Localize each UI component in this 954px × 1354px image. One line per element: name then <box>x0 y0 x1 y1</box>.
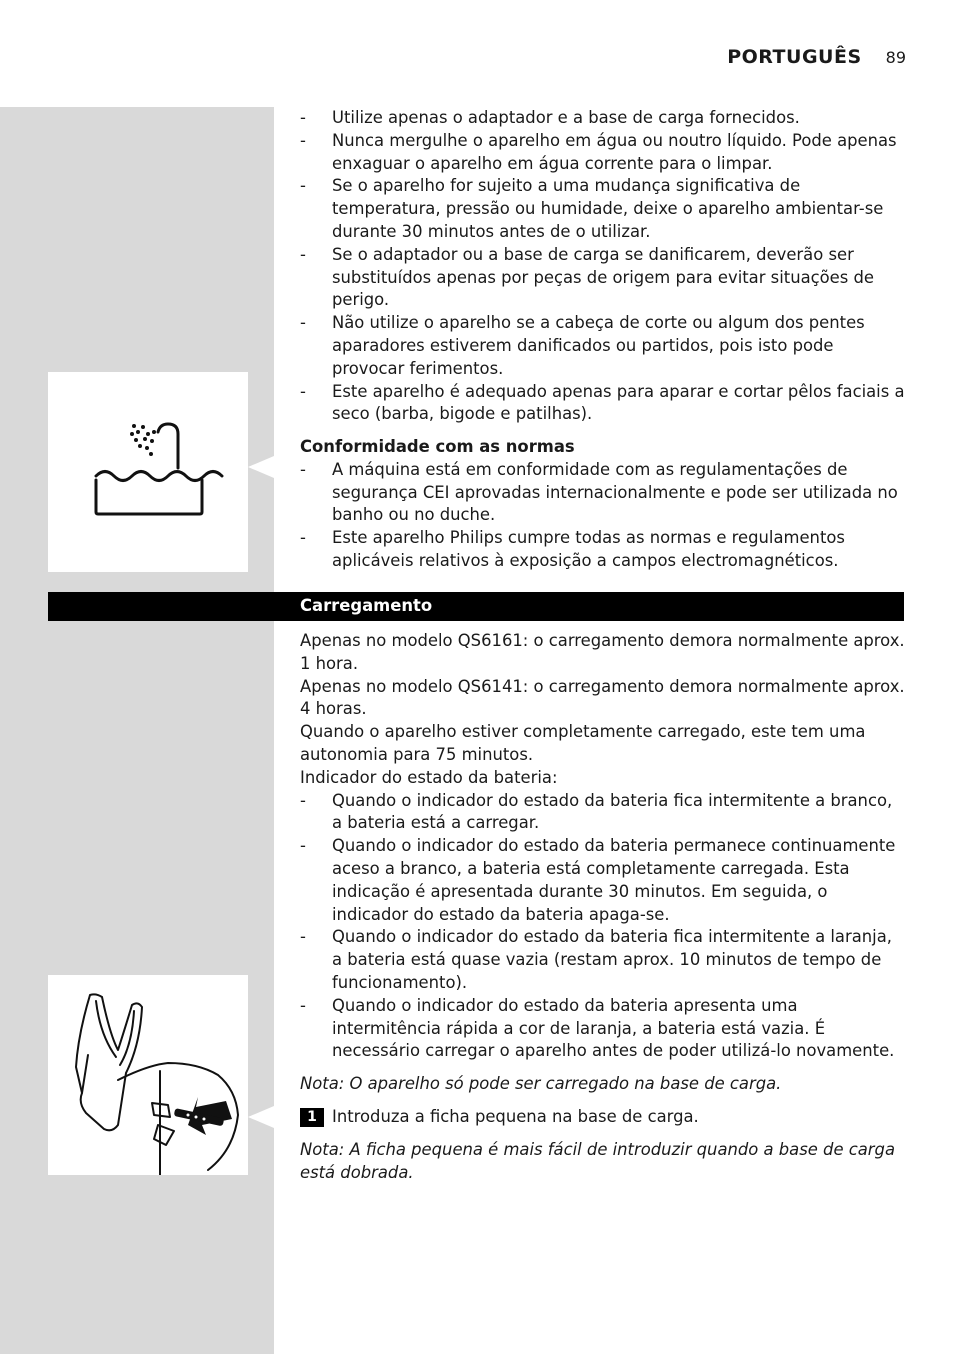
charging-stand-plug-icon <box>48 975 248 1175</box>
page-header <box>727 46 906 68</box>
conformity-list <box>300 459 906 573</box>
charging-paragraph: Apenas no modelo QS6161: o carregamento demora normalmente aprox. 1 hora. <box>300 631 905 673</box>
list-item: - Nunca mergulhe o aparelho em água ou noutro líquido. Pode apenas enxaguar o aparelho em água corrente para o limpar. <box>300 130 897 173</box>
safety-list <box>300 107 906 426</box>
list-item: - Se o adaptador ou a base de carga se danificarem, deverão ser substituídos apenas por peças de origem para evitar situações de perigo. <box>300 244 874 310</box>
section-header-carregamento <box>48 592 904 621</box>
list-item: - Quando o indicador do estado da bateria fica intermitente a branco, a bateria está a carregar. <box>300 790 893 833</box>
shower-water-icon <box>48 372 248 572</box>
note-small-plug: Nota: A ficha pequena é mais fácil de introduzir quando a base de carga está dobrada. <box>300 1139 895 1182</box>
step-1 <box>300 1106 906 1129</box>
callout-pointer <box>248 1106 274 1128</box>
list-item: - Não utilize o aparelho se a cabeça de corte ou algum dos pentes aparadores estiverem danificados ou partidos, pois isto pode provocar ferimentos. <box>300 313 865 378</box>
list-item: - Utilize apenas o adaptador e a base de carga fornecidos. <box>300 108 800 127</box>
list-item: - Se o aparelho for sujeito a uma mudança significativa de temperatura, pressão ou humidade, deixe o aparelho ambientar-se durante 30 minutos antes de o utilizar. <box>300 176 884 241</box>
language-label: PORTUGUÊS <box>727 46 862 68</box>
safety-section <box>300 107 906 426</box>
conformity-heading: Conformidade com as normas <box>300 437 575 456</box>
charging-paragraph: Quando o aparelho estiver completamente carregado, este tem uma autonomia para 75 minutos. <box>300 722 866 764</box>
list-item: - Este aparelho é adequado apenas para aparar e cortar pêlos faciais a seco (barba, bigode e patilhas). <box>300 381 905 424</box>
page-number: 89 <box>885 48 906 67</box>
list-item: - Quando o indicador do estado da bateria apresenta uma intermitência rápida a cor de laranja, a bateria está vazia. É necessário carregar o aparelho antes de poder utilizá-lo novamente. <box>300 995 895 1061</box>
charging-paragraph: Apenas no modelo QS6141: o carregamento demora normalmente aprox. 4 horas. <box>300 676 905 719</box>
shower-illustration <box>48 372 248 572</box>
charging-illustration <box>48 975 248 1175</box>
list-item: - Este aparelho Philips cumpre todas as normas e regulamentos aplicáveis relativos à exposição a campos electromagnéticos. <box>300 528 845 570</box>
step-number-badge: 1 <box>300 1108 324 1127</box>
list-item: - Quando o indicador do estado da bateria fica intermitente a laranja, a bateria está quase vazia (restam aprox. 10 minutos de tempo de funcionamento). <box>300 927 892 992</box>
callout-pointer <box>248 456 274 478</box>
section-title: Carregamento <box>300 596 433 615</box>
conformity-section <box>300 436 906 573</box>
note-charging-base: Nota: O aparelho só pode ser carregado na base de carga. <box>300 1074 782 1094</box>
list-item: - Quando o indicador do estado da bateria permanece continuamente aceso a branco, a bateria está completamente carregada. Esta indicação é apresentada durante 30 minutos. Em seguida, o indicador do estado da bateria apaga-se. <box>300 836 896 924</box>
charging-section <box>300 630 906 1184</box>
battery-indicator-list <box>300 790 906 1064</box>
list-item: - A máquina está em conformidade com as regulamentações de segurança CEI aprovadas internacionalmente e pode ser utilizada no banho ou no duche. <box>300 459 898 525</box>
charging-paragraph: Indicador do estado da bateria: <box>300 767 558 787</box>
step-text: Introduza a ficha pequena na base de carga. <box>332 1106 699 1126</box>
